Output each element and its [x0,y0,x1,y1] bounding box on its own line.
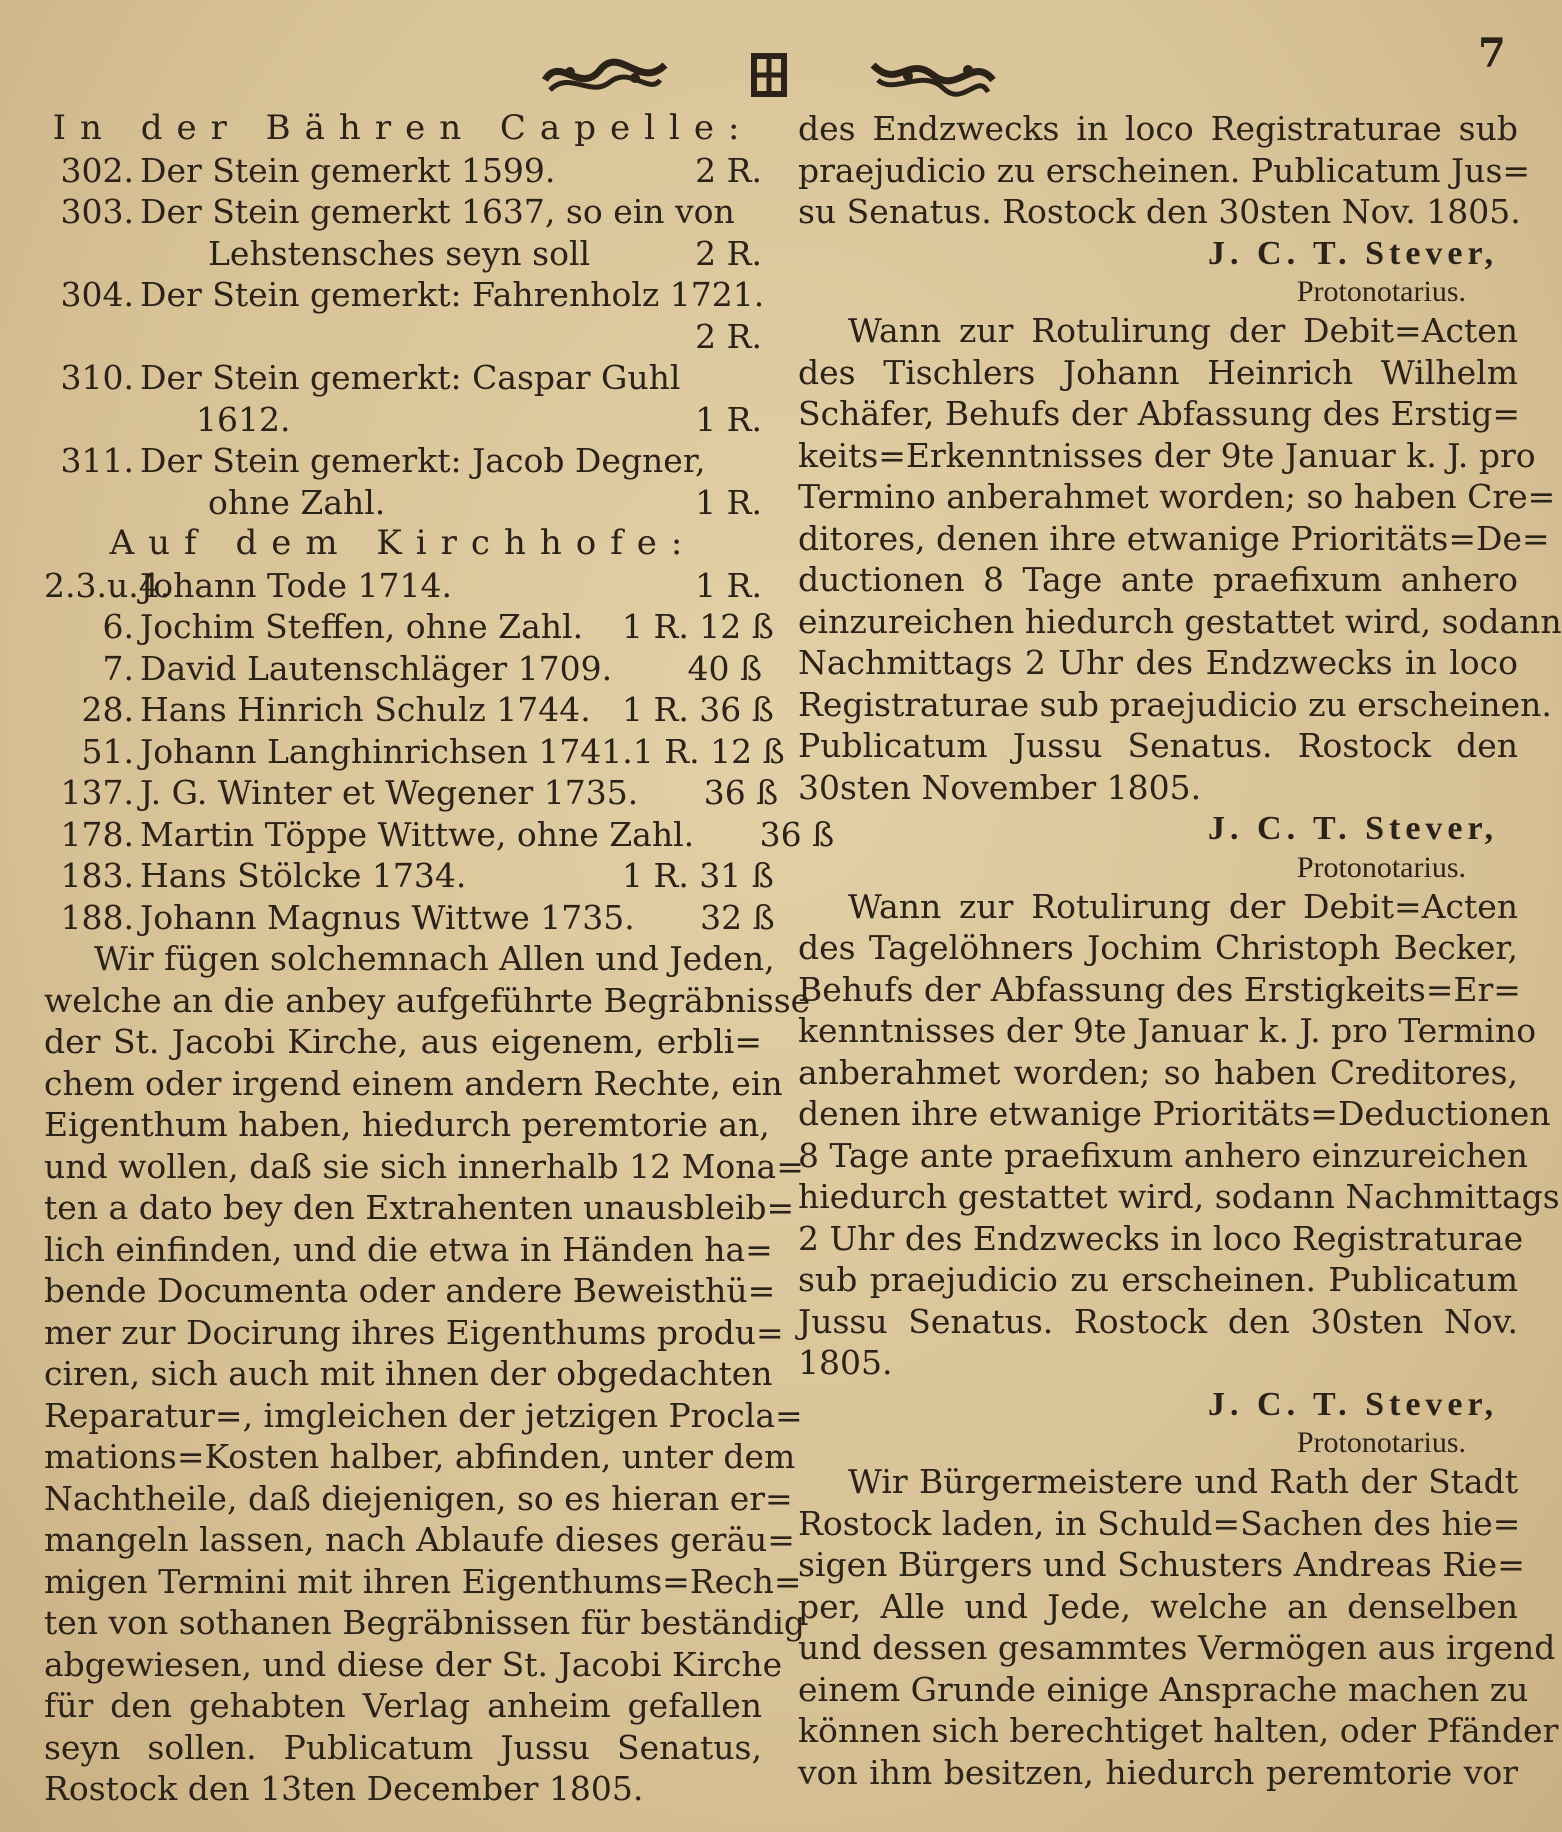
text-line: chem oder irgend einem andern Rechte, ein [44,1063,783,1103]
list-item: 183. Hans Stölcke 1734. 1 R. 31 ß [60,856,774,895]
signature-name: J. C. T. Stever, [1208,234,1498,272]
page-header [0,30,1562,110]
text-line: und wollen, daß sie sich innerhalb 12 Mona= [44,1146,804,1186]
text-line: anberahmet worden; so haben Creditores, [798,1052,1518,1092]
text-line: mations=Kosten halber, abfinden, unter dem [44,1437,796,1476]
text-line: su Senatus. Rostock den 30sten Nov. 1805. [798,192,1521,231]
text-line: Nachmittags 2 Uhr des Endzwecks in loco [798,643,1518,682]
text-line: einem Grunde einige Ansprache machen zu [798,1669,1529,1709]
text-line: einzureichen hiedurch gestattet wird, sodann [798,601,1562,641]
text-line: von ihm besitzen, hiedurch peremtorie vor [798,1752,1518,1792]
list-item: 2 R. [695,316,762,356]
text-line: keits=Erkenntnisses der 9te Januar k. J. pro [798,435,1536,475]
text-line: Rostock den 13ten December 1805. [44,1769,644,1808]
signature-title: Protonotarius. [1296,275,1466,308]
text-line: praejudicio zu erscheinen. Publicatum Jus= [798,150,1531,190]
list-item: 303. Der Stein gemerkt 1637, so ein von [60,192,735,231]
left-ornament-icon [540,50,670,100]
notice-block-4 [798,1461,1559,1793]
text-line: per, Alle und Jede, welche an denselben [798,1586,1518,1626]
text-line: ten a dato bey den Extrahenten unausbleib= [44,1188,795,1227]
text-line: lich einfinden, und die etwa in Händen ha= [44,1229,773,1269]
text-line: Termino anberahmet worden; so haben Cre= [798,477,1556,516]
text-line: Jussu Senatus. Rostock den 30sten Nov. [798,1301,1518,1341]
list-item: ohne Zahl. 1 R. [208,482,762,522]
list-item: 178. Martin Töppe Wittwe, ohne Zahl. 36 ß [60,814,835,854]
text-line: können sich berechtiget halten, oder Pfänder [798,1711,1559,1750]
text-line: welche an die anbey aufgeführte Begräbnisse [44,980,811,1020]
text-line: ciren, sich auch mit ihnen der obgedachten [44,1354,773,1393]
list-item: 7. David Lautenschläger 1709. 40 ß [102,648,762,688]
text-line: mangeln lassen, nach Ablaufe dieses geräu= [44,1520,795,1559]
text-line: migen Termini mit ihren Eigenthums=Rech= [44,1561,802,1601]
signature-name: J. C. T. Stever, [1208,810,1498,847]
right-column [798,108,1562,1793]
text-line: ductionen 8 Tage ante praefixum anhero [798,560,1518,599]
list-item: 1612. 1 R. [196,399,762,439]
text-line: Eigenthum haben, hiedurch peremtorie an, [44,1105,770,1144]
list-item: 302. Der Stein gemerkt 1599. 2 R. [60,150,762,190]
text-line: denen ihre etwanige Prioritäts=Deductionen [798,1094,1551,1133]
text-line: seyn sollen. Publicatum Jussu Senatus, [44,1727,762,1767]
signature-title: Protonotarius. [1296,1426,1466,1459]
list-item: 51. Johann Langhinrichsen 1741. 1 R. 12 ß [81,731,785,771]
text-line: kenntnisses der 9te Januar k. J. pro Termino [798,1011,1537,1050]
list-item: 6. Jochim Steffen, ohne Zahl. 1 R. 12 ß [102,607,774,646]
text-line: Publicatum Jussu Senatus. Rostock den [798,726,1518,765]
text-line: des Tagelöhners Jochim Christoph Becker, [798,928,1518,967]
section-heading-churchyard: Auf dem Kirchhofe: [109,523,697,563]
right-ornament-icon [868,50,998,100]
text-line: mer zur Docirung ihres Eigenthums produ= [44,1312,784,1352]
text-line: Wann zur Rotulirung der Debit=Acten [848,886,1518,926]
text-line: für den gehabten Verlag anheim gefallen [44,1686,762,1725]
list-item: 28. Hans Hinrich Schulz 1744. 1 R. 36 ß [81,690,774,729]
text-line: Behufs der Abfassung des Erstigkeits=Er= [798,969,1521,1009]
text-line: 8 Tage ante praefixum anhero einzureichen [798,1135,1528,1175]
text-line: Registraturae sub praejudicio zu erscheinen. [798,684,1552,724]
text-line: Wir Bürgermeistere und Rath der Stadt [848,1462,1518,1501]
text-line: abgewiesen, und diese der St. Jacobi Kirche [44,1644,783,1684]
text-line: 1805. [798,1343,893,1382]
signature-title: Protonotarius. [1296,850,1466,884]
list-item: 137. J. G. Winter et Wegener 1735. 36 ß [60,773,779,812]
text-line: sigen Bürgers und Schusters Andreas Rie= [798,1545,1525,1584]
text-line: ten von sothanen Begräbnissen für beständig [44,1603,806,1642]
section-heading-chapel: In der Bähren Capelle: [52,108,754,148]
text-line: sub praejudicio zu erscheinen. Publicatum [798,1260,1518,1299]
text-line: 30sten November 1805. [798,767,1202,807]
text-line: des Endzwecks in loco Registraturae sub [798,109,1518,148]
list-item: 188. Johann Magnus Wittwe 1735. 32 ß [60,897,775,937]
list-item: 304. Der Stein gemerkt: Fahrenholz 1721. [60,275,765,314]
text-line: Nachtheile, daß diejenigen, so es hieran er= [44,1478,793,1518]
text-line: 2 Uhr des Endzwecks in loco Registraturae [798,1218,1524,1258]
text-line: hiedurch gestattet wird, sodann Nachmittags [798,1177,1560,1216]
left-column [44,108,835,1810]
list-item: Lehstensches seyn soll 2 R. [208,233,762,273]
list-item: 311. Der Stein gemerkt: Jacob Degner, [60,441,706,480]
text-line: Reparatur=, imgleichen der jetzigen Procla= [44,1395,803,1435]
center-ornament-icon [748,50,790,100]
text-line: des Tischlers Johann Heinrich Wilhelm [798,352,1518,392]
page-number: 7 [1478,30,1506,77]
notice-block-2 [798,310,1562,808]
list-item: 310. Der Stein gemerkt: Caspar Guhl [60,358,681,397]
list-item: 2.3.u.4. Johann Tode 1714. 1 R. [44,565,762,605]
text-line: Schäfer, Behufs der Abfassung des Erstig= [798,394,1521,433]
text-line: ditores, denen ihre etwanige Prioritäts=De= [798,518,1550,558]
text-line: Rostock laden, in Schuld=Sachen des hie= [798,1503,1521,1543]
text-line: und dessen gesammtes Vermögen aus irgend [798,1628,1556,1667]
notice-paragraph [44,938,811,1810]
notice-block-1 [798,108,1531,233]
text-line: bende Documenta oder andere Beweisthü= [44,1271,776,1310]
signature-name: J. C. T. Stever, [1208,1385,1498,1423]
text-line: Wir fügen solchemnach Allen und Jeden, [94,939,775,978]
text-line: der St. Jacobi Kirche, aus eigenem, erbli= [44,1022,762,1061]
notice-block-3 [798,886,1560,1384]
text-line: Wann zur Rotulirung der Debit=Acten [848,311,1518,350]
